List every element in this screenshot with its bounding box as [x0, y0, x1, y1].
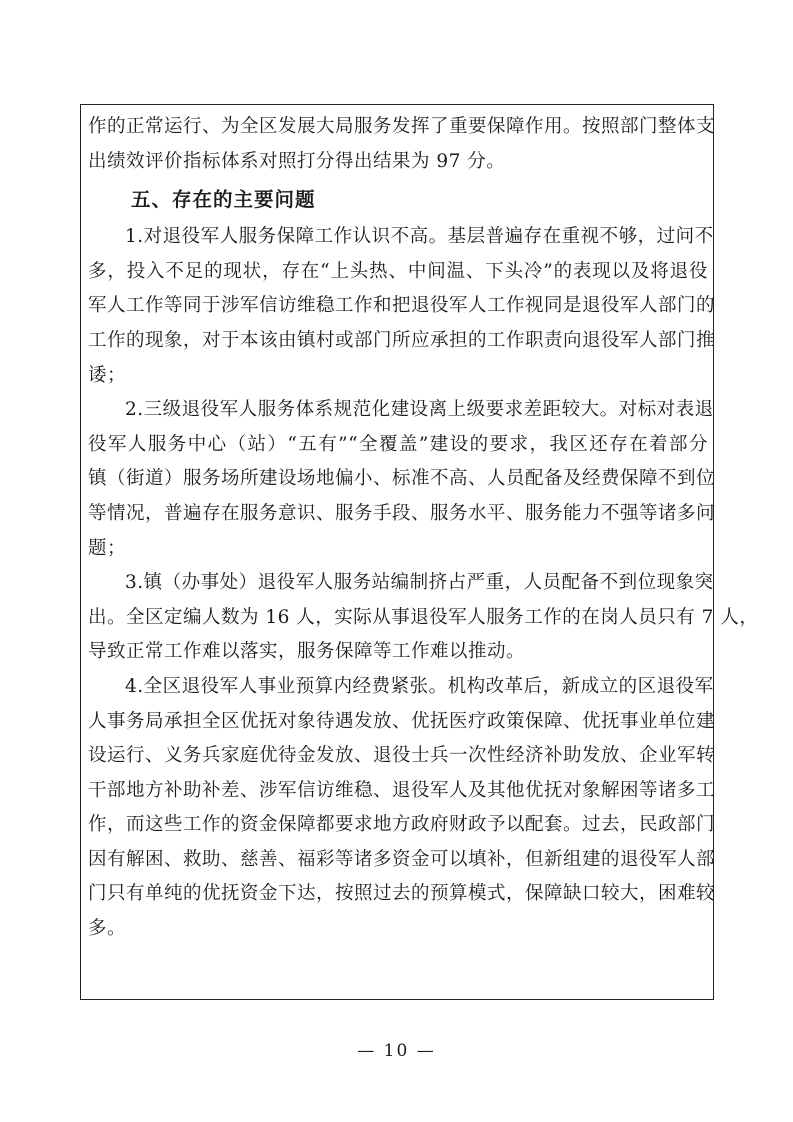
paragraph-line: 多。	[88, 918, 127, 940]
paragraph-line: 役军人服务中心（站）“五有”“全覆盖”建设的要求，我区还存在着部分	[88, 433, 708, 455]
paragraph-line: 出绩效评价指标体系对照打分得出结果为 97 分。	[88, 150, 506, 172]
paragraph-line: 镇（街道）服务场所建设场地偏小、标准不高、人员配备及经费保障不到位	[88, 468, 716, 490]
paragraph-line: 题；	[88, 537, 127, 559]
paragraph-line: 2.三级退役军人服务体系规范化建设离上级要求差距较大。对标对表退	[125, 399, 714, 421]
paragraph-line: 门只有单纯的优抚资金下达，按照过去的预算模式，保障缺口较大，困难较	[88, 883, 716, 905]
paragraph-line: 人事务局承担全区优抚对象待遇发放、优抚医疗政策保障、优抚事业单位建	[88, 710, 716, 732]
paragraph-line: 设运行、义务兵家庭优待金发放、退役士兵一次性经济补助发放、企业军转	[88, 745, 716, 767]
paragraph-line: 军人工作等同于涉军信访维稳工作和把退役军人工作视同是退役军人部门的	[88, 295, 716, 317]
section-heading: 五、存在的主要问题	[131, 188, 316, 212]
paragraph-line: 出。全区定编人数为 16 人，实际从事退役军人服务工作的在岗人员只有 7 人，	[88, 606, 759, 628]
paragraph-line: 等情况，普遍存在服务意识、服务手段、服务水平、服务能力不强等诸多问	[88, 502, 716, 524]
document-body	[88, 110, 759, 947]
paragraph-line: 诿；	[88, 364, 127, 386]
issue-item-4	[88, 670, 716, 947]
page-number: — 10 —	[357, 1041, 436, 1061]
paragraph-line: 作，而这些工作的资金保障都要求地方政府财政予以配套。过去，民政部门	[88, 814, 716, 836]
paragraph-line: 4.全区退役军人事业预算内经费紧张。机构改革后，新成立的区退役军	[125, 675, 714, 697]
issue-item-2	[88, 393, 716, 566]
paragraph-line: 干部地方补助补差、涉军信访维稳、退役军人及其他优抚对象解困等诸多工	[88, 779, 716, 801]
paragraph-line: 导致正常工作难以落实，服务保障等工作难以推动。	[88, 641, 526, 663]
issue-item-3	[88, 566, 759, 670]
paragraph-line: 因有解困、救助、慈善、福彩等诸多资金可以填补，但新组建的退役军人部	[88, 848, 716, 870]
paragraph-line: 1.对退役军人服务保障工作认识不高。基层普遍存在重视不够，过问不	[125, 226, 714, 248]
paragraph-line: 3.镇（办事处）退役军人服务站编制挤占严重，人员配备不到位现象突	[125, 572, 714, 594]
paragraph-line: 多，投入不足的现状，存在“上头热、中间温、下头冷”的表现以及将退役	[88, 260, 708, 282]
paragraph-line: 作的正常运行、为全区发展大局服务发挥了重要保障作用。按照部门整体支	[88, 116, 716, 137]
issue-item-1	[88, 220, 716, 393]
paragraph-line: 工作的现象，对于本该由镇村或部门所应承担的工作职责向退役军人部门推	[88, 329, 716, 351]
